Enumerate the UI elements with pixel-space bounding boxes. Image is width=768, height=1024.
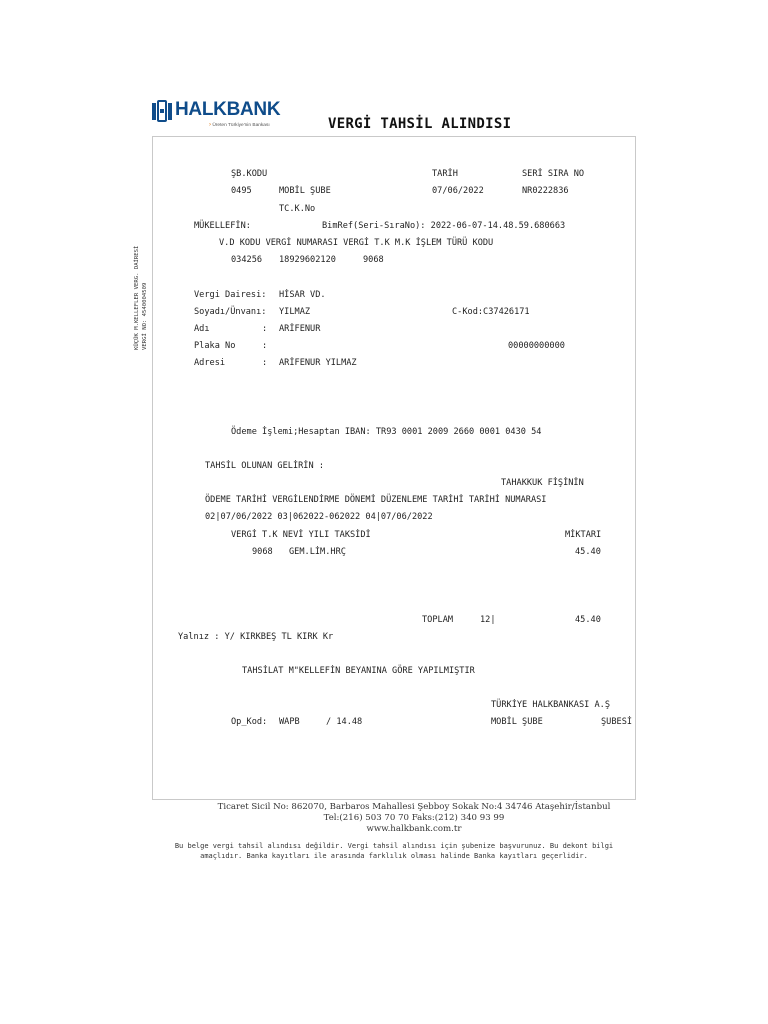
plaka-value: 00000000000 [508,341,565,351]
item-code: 9068 [252,547,273,557]
seri-sira-value: NR0222836 [522,186,569,196]
adi-value: ARİFENUR [279,324,321,334]
dates-row: 02|07/06/2022 03|062022-062022 04|07/06/2022 [205,512,433,522]
disclaimer-line2: amaçlıdır. Banka kayıtları ile arasında farklılık olması halinde Banka kayıtları geçerlidir. [200,852,588,860]
toplam-amount: 45.40 [575,615,601,625]
document-title: VERGİ TAHSİL ALINDISI [328,116,512,132]
bank-tagline: › Üreten Türkiye'nin Bankası [209,122,270,128]
item-amount: 45.40 [575,547,601,557]
yalniz-text: Yalnız : Y/ KIRKBEŞ TL KIRK Kr [178,632,334,642]
plaka-label: Plaka No [194,341,236,351]
adi-colon: : [262,324,268,334]
side-tax-number: VERGİ NO: 4540004509 [142,282,148,350]
tarih-value: 07/06/2022 [432,186,484,196]
bimref: BimRef(Seri-SıraNo): 2022-06-07-14.48.59.680663 [322,221,566,231]
tahsilat-note: TAHSİLAT M"KELLEFİN BEYANINA GÖRE YAPILMIŞTIR [242,666,475,676]
op-kod-value: WAPB [279,717,300,727]
vergi-dairesi-value: HİSAR VD. [279,290,326,300]
adresi-value: ARİFENUR YILMAZ [279,358,357,368]
adi-label: Adı [194,324,210,334]
seri-sira-label: SERİ SIRA NO [522,169,585,179]
items-header: VERGİ T.K NEVİ YILI TAKSİDİ [231,530,371,540]
soyadi-label: Soyadı/Ünvanı: [194,307,267,317]
odeme-iban: Ödeme İşlemi;Hesaptan IBAN: TR93 0001 2009 2660 0001 0430 54 [231,427,542,437]
vergi-tk: 9068 [363,255,384,265]
ckod-value: C-Kod:C37426171 [452,307,530,317]
soyadi-value: YILMAZ [279,307,311,317]
bank-full-name: TÜRKİYE HALKBANKASI A.Ş [491,700,610,710]
item-nevi: GEM.LİM.HRÇ [289,547,346,557]
sb-kodu-label: ŞB.KODU [231,169,268,179]
mukellefin-label: MÜKELLEFİN: [194,221,251,231]
subesi-label: ŞUBESİ [601,717,633,727]
tahsil-gelir-label: TAHSİL OLUNAN GELİRİN : [205,461,324,471]
plaka-colon: : [262,341,268,351]
op-time: / 14.48 [326,717,363,727]
toplam-code: 12| [480,615,496,625]
footer-phone: Tel:(216) 503 70 70 Faks:(212) 340 93 99 [323,813,505,823]
vergi-dairesi-label: Vergi Dairesi: [194,290,267,300]
vd-header: V.D KODU VERGİ NUMARASI VERGİ T.K M.K İŞLEM TÜRÜ KODU [219,238,494,248]
toplam-label: TOPLAM [422,615,454,625]
sb-kodu-value: 0495 [231,186,252,196]
disclaimer-line1: Bu belge vergi tahsil alındısı değildir. Vergi tahsil alındısı için şubenize başvurunuz. Bu dekont bilgi [174,842,614,850]
side-tax-office [134,242,154,352]
adresi-label: Adresi [194,358,226,368]
vergi-no: 18929602120 [279,255,336,265]
adresi-colon: : [262,358,268,368]
halkbank-logo-icon [151,100,173,122]
tahakkuk-label: TAHAKKUK FİŞİNİN [501,478,584,488]
footer-address: Ticaret Sicil No: 862070, Barbaros Mahallesi Şebboy Sokak No:4 34746 Ataşehir/İstanbul [217,802,611,812]
items-header-amount: MİKTARI [565,530,602,540]
vd-kodu: 034256 [231,255,263,265]
op-kod-label: Op_Kod: [231,717,268,727]
tckno-label: TC.K.No [279,204,316,214]
tarih-label: TARİH [432,169,458,179]
sube-value: MOBİL ŞUBE [279,186,331,196]
bank-name: HALKBANK [175,99,281,120]
dates-header: ÖDEME TARİHİ VERGİLENDİRME DÖNEMİ DÜZENLEME TARİHİ TARİHİ NUMARASI [205,495,547,505]
side-tax-office-name: KÜÇÜK M.KELLEFLER VERG. DAİRESİ [134,245,140,350]
halkbank-logo [151,99,281,133]
footer-web: www.halkbank.com.tr [366,824,462,834]
mobil-sube: MOBİL ŞUBE [491,717,543,727]
